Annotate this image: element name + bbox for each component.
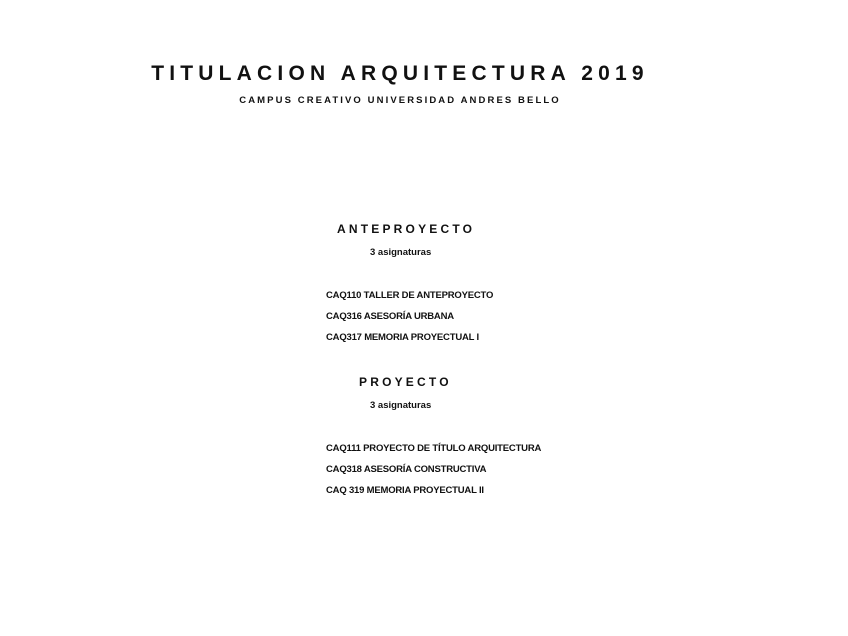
page-subtitle: CAMPUS CREATIVO UNIVERSIDAD ANDRES BELLO — [239, 95, 561, 106]
page-title: TITULACION ARQUITECTURA 2019 — [151, 62, 649, 85]
section-count-anteproyecto: 3 asignaturas — [370, 247, 432, 258]
section-title-anteproyecto: ANTEPROYECTO — [337, 222, 476, 236]
course-item: CAQ111 PROYECTO DE TÍTULO ARQUITECTURA — [326, 443, 542, 454]
section-count-proyecto: 3 asignaturas — [370, 400, 432, 411]
course-item: CAQ 319 MEMORIA PROYECTUAL II — [326, 485, 484, 496]
course-item: CAQ316 ASESORÍA URBANA — [326, 311, 454, 322]
course-item: CAQ110 TALLER DE ANTEPROYECTO — [326, 290, 494, 301]
course-item: CAQ318 ASESORÍA CONSTRUCTIVA — [326, 464, 487, 475]
section-title-proyecto: PROYECTO — [359, 375, 452, 389]
course-item: CAQ317 MEMORIA PROYECTUAL I — [326, 332, 479, 343]
